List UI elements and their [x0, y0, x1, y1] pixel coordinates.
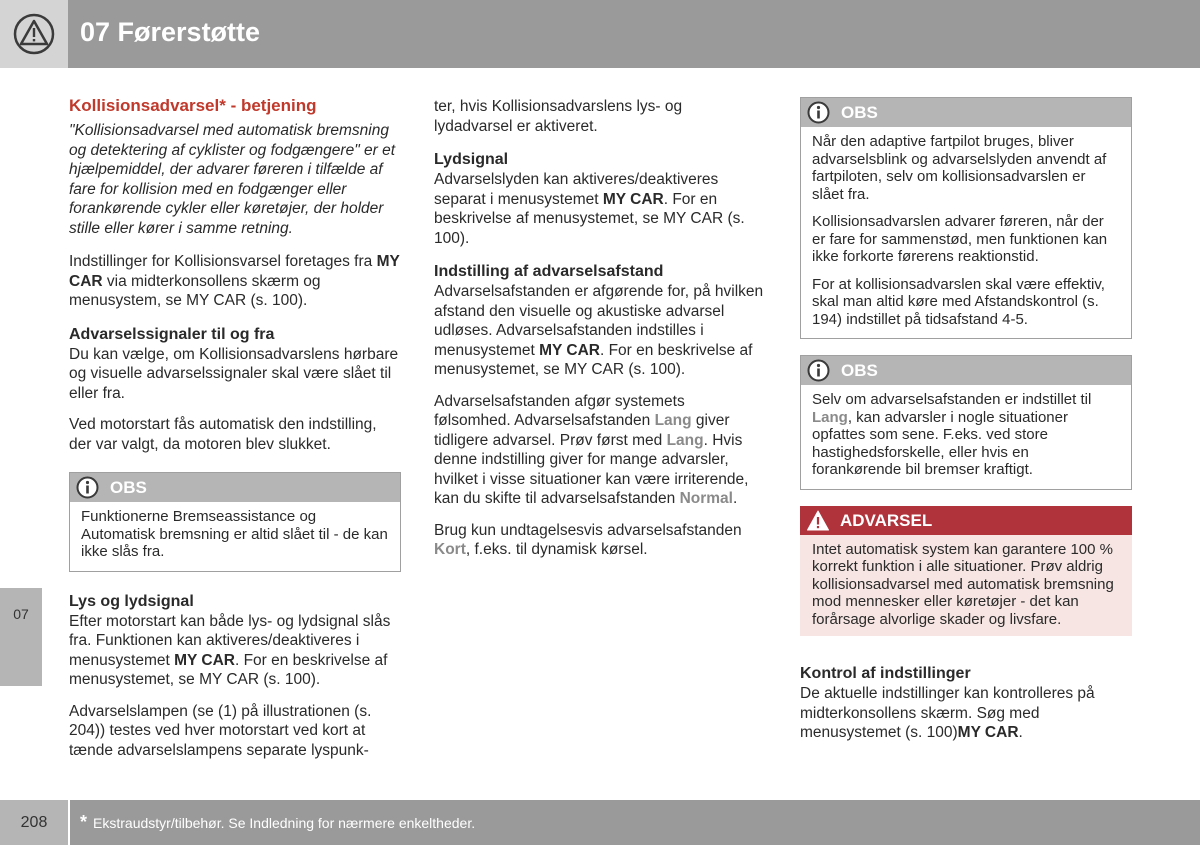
warning-text: Intet automatisk system kan garantere 100 % korrekt funktion i alle situationer. Prøv aldrig kollisionsadvarsel med automatisk bremsning mod mennesker eller køretøjer - det kan forårsage alvorlige skader og livsfare. — [812, 540, 1114, 628]
info-icon — [76, 476, 99, 499]
obs-note-label: OBS — [841, 103, 878, 122]
warning-label: ADVARSEL — [840, 510, 933, 530]
option-lang: Lang — [812, 408, 848, 426]
check-settings-paragraph: De aktuelle indstillinger kan kontrolleres på midterkonsollens skærm. Søg med menusystemet (s. 100)MY CAR. — [800, 685, 1095, 741]
footer-note — [70, 800, 1200, 845]
obs-note-body — [801, 127, 1131, 338]
obs-note-header — [70, 473, 400, 502]
info-icon — [807, 101, 830, 124]
column-1 — [69, 95, 401, 772]
light-sound-paragraph: Efter motorstart kan både lys- og lydsignal slås fra. Funktionen kan aktiveres/deaktiveres i menusystemet MY CAR. For en beskrivelse af menusystemet, se MY CAR (s. 100). — [69, 612, 391, 688]
continuation-paragraph: ter, hvis Kollisionsadvarslens lys- og lydadvarsel er aktiveret. — [434, 98, 683, 135]
obs-note-text: Kollisionsadvarslen advarer føreren, når der er fare for sammenstød, men funktionen kan ikke forkorte førerens reaktionstid. — [812, 213, 1108, 265]
option-lang: Lang — [666, 431, 704, 449]
warning-distance-paragraph: Advarselsafstanden er afgørende for, på hvilken afstand den visuelle og akustiske advarsel udløses. Advarselsafstanden indstilles i menusystemet MY CAR. For en beskrivelse af menusystemet, se MY CAR (s. 100). — [434, 283, 764, 378]
section-title: Kollisionsadvarsel* - betjening — [69, 96, 317, 115]
page-header — [0, 0, 1200, 68]
intro-paragraph: "Kollisionsadvarsel med automatisk bremsning og detektering af cyklister og fodgængere" er et hjælpemiddel, der advarer føreren i tilfælde af fare for kollision med en fodgænger eller forankørende cykler eller køretøjer, der holder stille eller kører i samme retning. — [69, 122, 396, 237]
footnote-star: * — [80, 812, 88, 832]
column-3 — [800, 97, 1132, 755]
warning-triangle-icon — [806, 509, 830, 532]
obs-note-text: For at kollisionsadvarslen skal være effektiv, skal man altid køre med Afstandskontrol (s. 194) indstillet på tidsafstand 4-5. — [812, 275, 1105, 328]
chapter-side-tab — [0, 588, 42, 686]
obs-note-header — [801, 98, 1131, 127]
obs-note-box — [69, 472, 401, 572]
subheading-check-settings: Kontrol af indstillinger — [800, 665, 971, 682]
obs-note-body — [801, 385, 1131, 489]
footnote-text: Ekstraudstyr/tilbehør. Se Indledning for nærmere enkeltheder. — [93, 815, 476, 831]
page-number-box — [0, 800, 68, 845]
header-icon-box — [0, 0, 68, 68]
sound-signal-paragraph: Advarselslyden kan aktiveres/deaktiveres separat i menusystemet MY CAR. For en beskrivelse af menusystemet, se MY CAR (s. 100). — [434, 171, 745, 247]
subheading-signals: Advarselssignaler til og fra — [69, 325, 275, 343]
warning-lamp-paragraph: Advarselslampen (se (1) på illustrationen (s. 204)) testes ved hver motorstart ved kort at tænde advarselslampens separate lyspunk- — [69, 702, 372, 759]
option-lang: Lang — [654, 412, 692, 429]
obs-note-text: Funktionerne Bremseassistance og Automatisk bremsning er altid slået til - de kan ikke slås fra. — [81, 508, 388, 560]
option-kort: Kort — [434, 541, 466, 558]
obs-note-box — [800, 355, 1132, 490]
warning-box — [800, 506, 1132, 637]
chapter-side-tab-label: 07 — [13, 606, 29, 622]
signals-paragraph: Du kan vælge, om Kollisionsadvarslens hørbare og visuelle advarselssignaler skal være slået til eller fra. — [69, 345, 399, 402]
info-icon — [807, 359, 830, 382]
warning-triangle-icon — [13, 13, 55, 55]
warning-body — [800, 535, 1132, 637]
obs-note-text: Når den adaptive fartpilot bruges, bliver advarselsblink og advarselslyden anvendt af fartpiloten, selv om kollisionsadvarslen er slået fra. — [812, 133, 1107, 203]
subheading-light-sound: Lys og lydsignal — [69, 592, 194, 610]
warning-header — [800, 506, 1132, 535]
obs-note-label: OBS — [841, 361, 878, 380]
obs-note-header — [801, 356, 1131, 385]
column-2 — [434, 97, 764, 572]
short-distance-paragraph: Brug kun undtagelsesvis advarselsafstanden Kort, f.eks. til dynamisk kørsel. — [434, 521, 742, 558]
obs-note-text: Selv om advarselsafstanden er indstillet til Lang, kan advarsler i nogle situationer opfattes som sene. F.eks. ved store hastighedsforskelle, eller hvis en forankørende bil bremser kraftigt. — [812, 391, 1092, 478]
subheading-warning-distance: Indstilling af advarselsafstand — [434, 263, 664, 280]
obs-note-box — [800, 97, 1132, 339]
settings-paragraph: Indstillinger for Kollisionsvarsel foretages fra MY CAR via midterkonsollens skærm og menusystem, se MY CAR (s. 100). — [69, 253, 400, 309]
page-number: 208 — [20, 814, 48, 831]
option-normal: Normal — [679, 490, 733, 507]
subheading-sound-signal: Lydsignal — [434, 151, 509, 168]
page-footer — [0, 800, 1200, 845]
obs-note-label: OBS — [110, 478, 147, 497]
motorstart-paragraph: Ved motorstart fås automatisk den indstilling, der var valgt, da motoren blev slukket. — [69, 416, 377, 453]
sensitivity-paragraph: Advarselsafstanden afgør systemets følsomhed. Advarselsafstanden Lang giver tidligere advarsel. Prøv først med Lang. Hvis denne indstilling giver for mange advarsler, hvilket i visse situationer kan være irriterende, kan du skifte til advarselsafstanden Normal. — [434, 392, 749, 507]
chapter-title: 07 Førerstøtte — [80, 17, 261, 47]
obs-note-body — [70, 502, 400, 571]
